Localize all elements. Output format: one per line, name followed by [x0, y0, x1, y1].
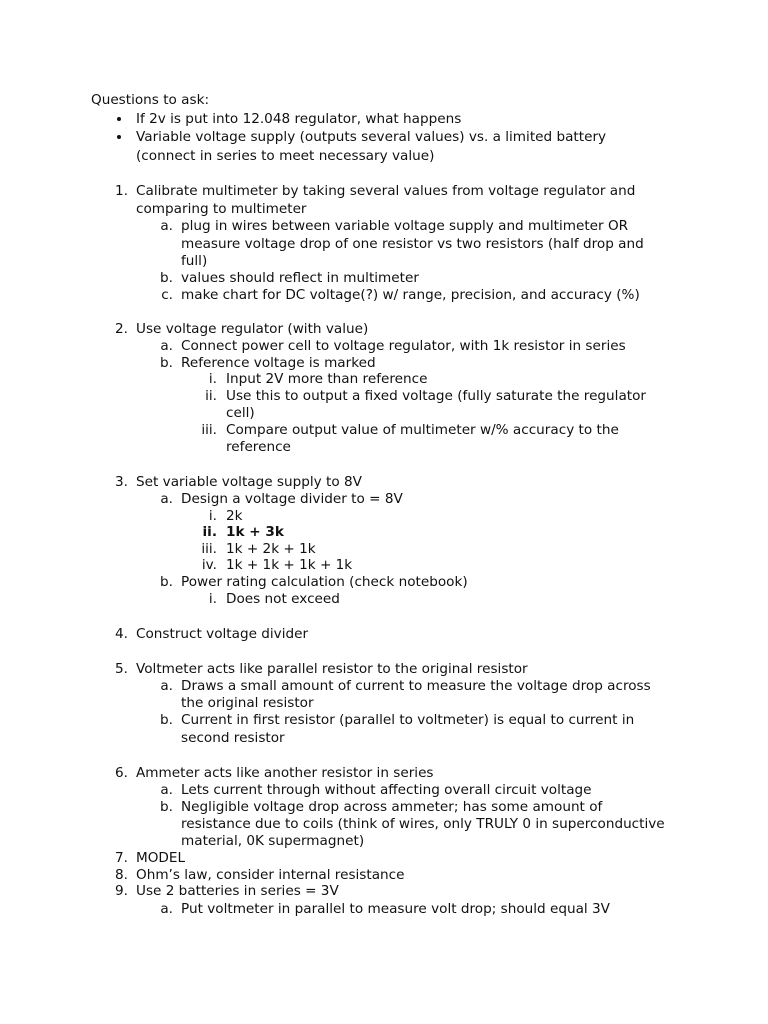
subsubitem-marker: iv.: [201, 557, 217, 573]
subsubitem-line: Does not exceed: [226, 591, 340, 607]
item-marker: 9.: [115, 883, 128, 899]
subitem-marker: b.: [160, 355, 173, 371]
subitem-line: Lets current through without affecting overall circuit voltage: [181, 782, 592, 798]
subsubitem-line: Compare output value of multimeter w/% accuracy to the: [226, 422, 619, 438]
subsubitem-marker: ii.: [205, 388, 217, 404]
subsubitem-marker: i.: [208, 371, 217, 387]
item-line: Use voltage regulator (with value): [136, 321, 369, 337]
subsubitem-line: reference: [226, 439, 291, 455]
subitem-line: make chart for DC voltage(?) w/ range, precision, and accuracy (%): [181, 287, 640, 303]
item-marker: 5.: [115, 661, 128, 677]
item-marker: 4.: [115, 626, 128, 642]
subitem-line: Design a voltage divider to = 8V: [181, 491, 403, 507]
subitem-line: full): [181, 253, 208, 269]
bullet-marker: [117, 135, 121, 139]
item-line: MODEL: [136, 850, 186, 866]
subitem-line: Put voltmeter in parallel to measure volt drop; should equal 3V: [181, 901, 610, 917]
subsubitem-marker: iii.: [201, 541, 217, 557]
subitem-marker: c.: [161, 287, 173, 303]
subitem-line: Draws a small amount of current to measure the voltage drop across: [181, 678, 651, 694]
item-line: Ammeter acts like another resistor in series: [136, 765, 434, 781]
subitem-line: the original resistor: [181, 695, 314, 711]
subsubitem-line: Input 2V more than reference: [226, 371, 428, 387]
item-marker: 2.: [115, 321, 128, 337]
subitem-line: second resistor: [181, 730, 285, 746]
subitem-line: Reference voltage is marked: [181, 355, 376, 371]
subitem-line: Connect power cell to voltage regulator, with 1k resistor in series: [181, 338, 626, 354]
subitem-marker: a.: [160, 901, 173, 917]
subitem-marker: b.: [160, 799, 173, 815]
subitem-marker: b.: [160, 712, 173, 728]
subitem-line: plug in wires between variable voltage supply and multimeter OR: [181, 218, 629, 234]
bullet-line: (connect in series to meet necessary value): [136, 148, 435, 164]
subitem-line: Power rating calculation (check notebook): [181, 574, 468, 590]
item-marker: 6.: [115, 765, 128, 781]
subitem-marker: a.: [160, 678, 173, 694]
subsubitem-line: 1k + 1k + 1k + 1k: [226, 557, 353, 573]
subsubitem-line: 2k: [226, 508, 243, 524]
item-marker: 8.: [115, 867, 128, 883]
subsubitem-line: cell): [226, 405, 255, 421]
subitem-line: values should reflect in multimeter: [181, 270, 419, 286]
heading: Questions to ask:: [91, 92, 210, 108]
subitem-marker: a.: [160, 218, 173, 234]
subsubitem-line: Use this to output a fixed voltage (fully saturate the regulator: [226, 388, 647, 404]
item-marker: 3.: [115, 474, 128, 490]
subsubitem-line: 1k + 3k: [226, 524, 284, 540]
subsubitem-marker: ii.: [202, 524, 217, 540]
item-line: Construct voltage divider: [136, 626, 309, 642]
subsubitem-marker: iii.: [201, 422, 217, 438]
item-line: Voltmeter acts like parallel resistor to the original resistor: [136, 661, 528, 677]
item-marker: 7.: [115, 850, 128, 866]
subitem-line: measure voltage drop of one resistor vs two resistors (half drop and: [181, 236, 644, 252]
subitem-marker: b.: [160, 270, 173, 286]
item-line: comparing to multimeter: [136, 201, 307, 217]
subsubitem-line: 1k + 2k + 1k: [226, 541, 316, 557]
bullet-line: If 2v is put into 12.048 regulator, what happens: [136, 111, 462, 127]
subitem-marker: a.: [160, 338, 173, 354]
subsubitem-marker: i.: [208, 591, 217, 607]
subitem-marker: b.: [160, 574, 173, 590]
subitem-line: resistance due to coils (think of wires, only TRULY 0 in superconductive: [181, 816, 665, 832]
subitem-marker: a.: [160, 491, 173, 507]
item-line: Calibrate multimeter by taking several values from voltage regulator and: [136, 183, 636, 199]
subitem-line: material, 0K supermagnet): [181, 833, 365, 849]
item-marker: 1.: [115, 183, 128, 199]
bullet-line: Variable voltage supply (outputs several values) vs. a limited battery: [136, 129, 607, 145]
item-line: Ohm’s law, consider internal resistance: [136, 867, 405, 883]
subitem-line: Negligible voltage drop across ammeter; has some amount of: [181, 799, 603, 815]
subitem-line: Current in first resistor (parallel to voltmeter) is equal to current in: [181, 712, 635, 728]
item-line: Set variable voltage supply to 8V: [136, 474, 362, 490]
bullet-marker: [117, 117, 121, 121]
subsubitem-marker: i.: [208, 508, 217, 524]
subitem-marker: a.: [160, 782, 173, 798]
item-line: Use 2 batteries in series = 3V: [136, 883, 339, 899]
